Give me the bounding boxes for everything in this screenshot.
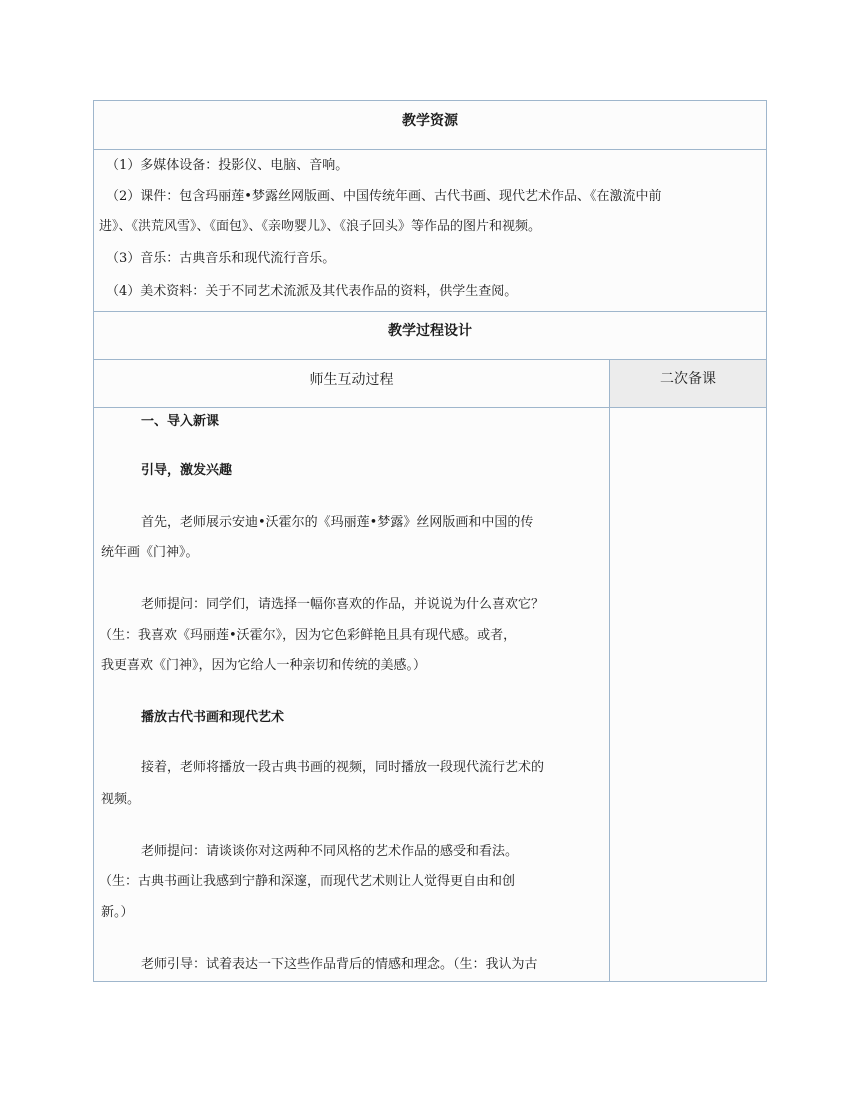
subsection-heading: 引导，激发兴趣 <box>141 463 233 478</box>
resource-item: （3）音乐：古典音乐和现代流行音乐。 <box>106 251 336 266</box>
paragraph-line: 视频。 <box>101 792 141 807</box>
resource-item: （2）课件：包含玛丽莲•梦露丝网版画、中国传统年画、古代书画、现代艺术作品、《在激流中前 <box>106 189 662 204</box>
resource-item: 进》、《洪荒风雪》、《面包》、《亲吻婴儿》、《浪子回头》等作品的图片和视频。 <box>99 219 542 234</box>
resources-title: 教学资源 <box>93 100 767 150</box>
resources-content <box>93 149 767 312</box>
process-title: 教学过程设计 <box>93 311 767 360</box>
lesson-table <box>93 100 767 982</box>
paragraph-line: （生：我喜欢《玛丽莲•沃霍尔》，因为它色彩鲜艳且具有现代感。或者， <box>99 628 517 643</box>
column-header-side: 二次备课 <box>609 359 767 408</box>
resource-item: （4）美术资料：关于不同艺术流派及其代表作品的资料，供学生查阅。 <box>106 284 518 299</box>
paragraph-line: 老师提问：同学们，请选择一幅你喜欢的作品，并说说为什么喜欢它？ <box>141 597 545 612</box>
resource-item: （1）多媒体设备：投影仪、电脑、音响。 <box>106 158 349 173</box>
paragraph-line: 我更喜欢《门神》，因为它给人一种亲切和传统的美感。） <box>101 658 427 673</box>
paragraph-line: 首先，老师展示安迪•沃霍尔的《玛丽莲•梦露》丝网版画和中国的传 <box>141 515 534 530</box>
paragraph-line: （生：古典书画让我感到宁静和深邃，而现代艺术则让人觉得更自由和创 <box>99 874 516 889</box>
paragraph-line: 老师提问：请谈谈你对这两种不同风格的艺术作品的感受和看法。 <box>141 844 519 859</box>
side-notes-cell <box>609 407 767 982</box>
paragraph-line: 接着，老师将播放一段古典书画的视频，同时播放一段现代流行艺术的 <box>141 760 545 775</box>
subsection-heading: 播放古代书画和现代艺术 <box>141 710 285 725</box>
paragraph-line: 统年画《门神》。 <box>101 545 199 560</box>
process-content <box>93 407 610 982</box>
column-header-main: 师生互动过程 <box>93 359 610 408</box>
paragraph-line: 新。） <box>101 905 134 920</box>
section-heading: 一、导入新课 <box>141 414 220 429</box>
paragraph-line: 老师引导：试着表达一下这些作品背后的情感和理念。（生：我认为古 <box>141 957 538 972</box>
